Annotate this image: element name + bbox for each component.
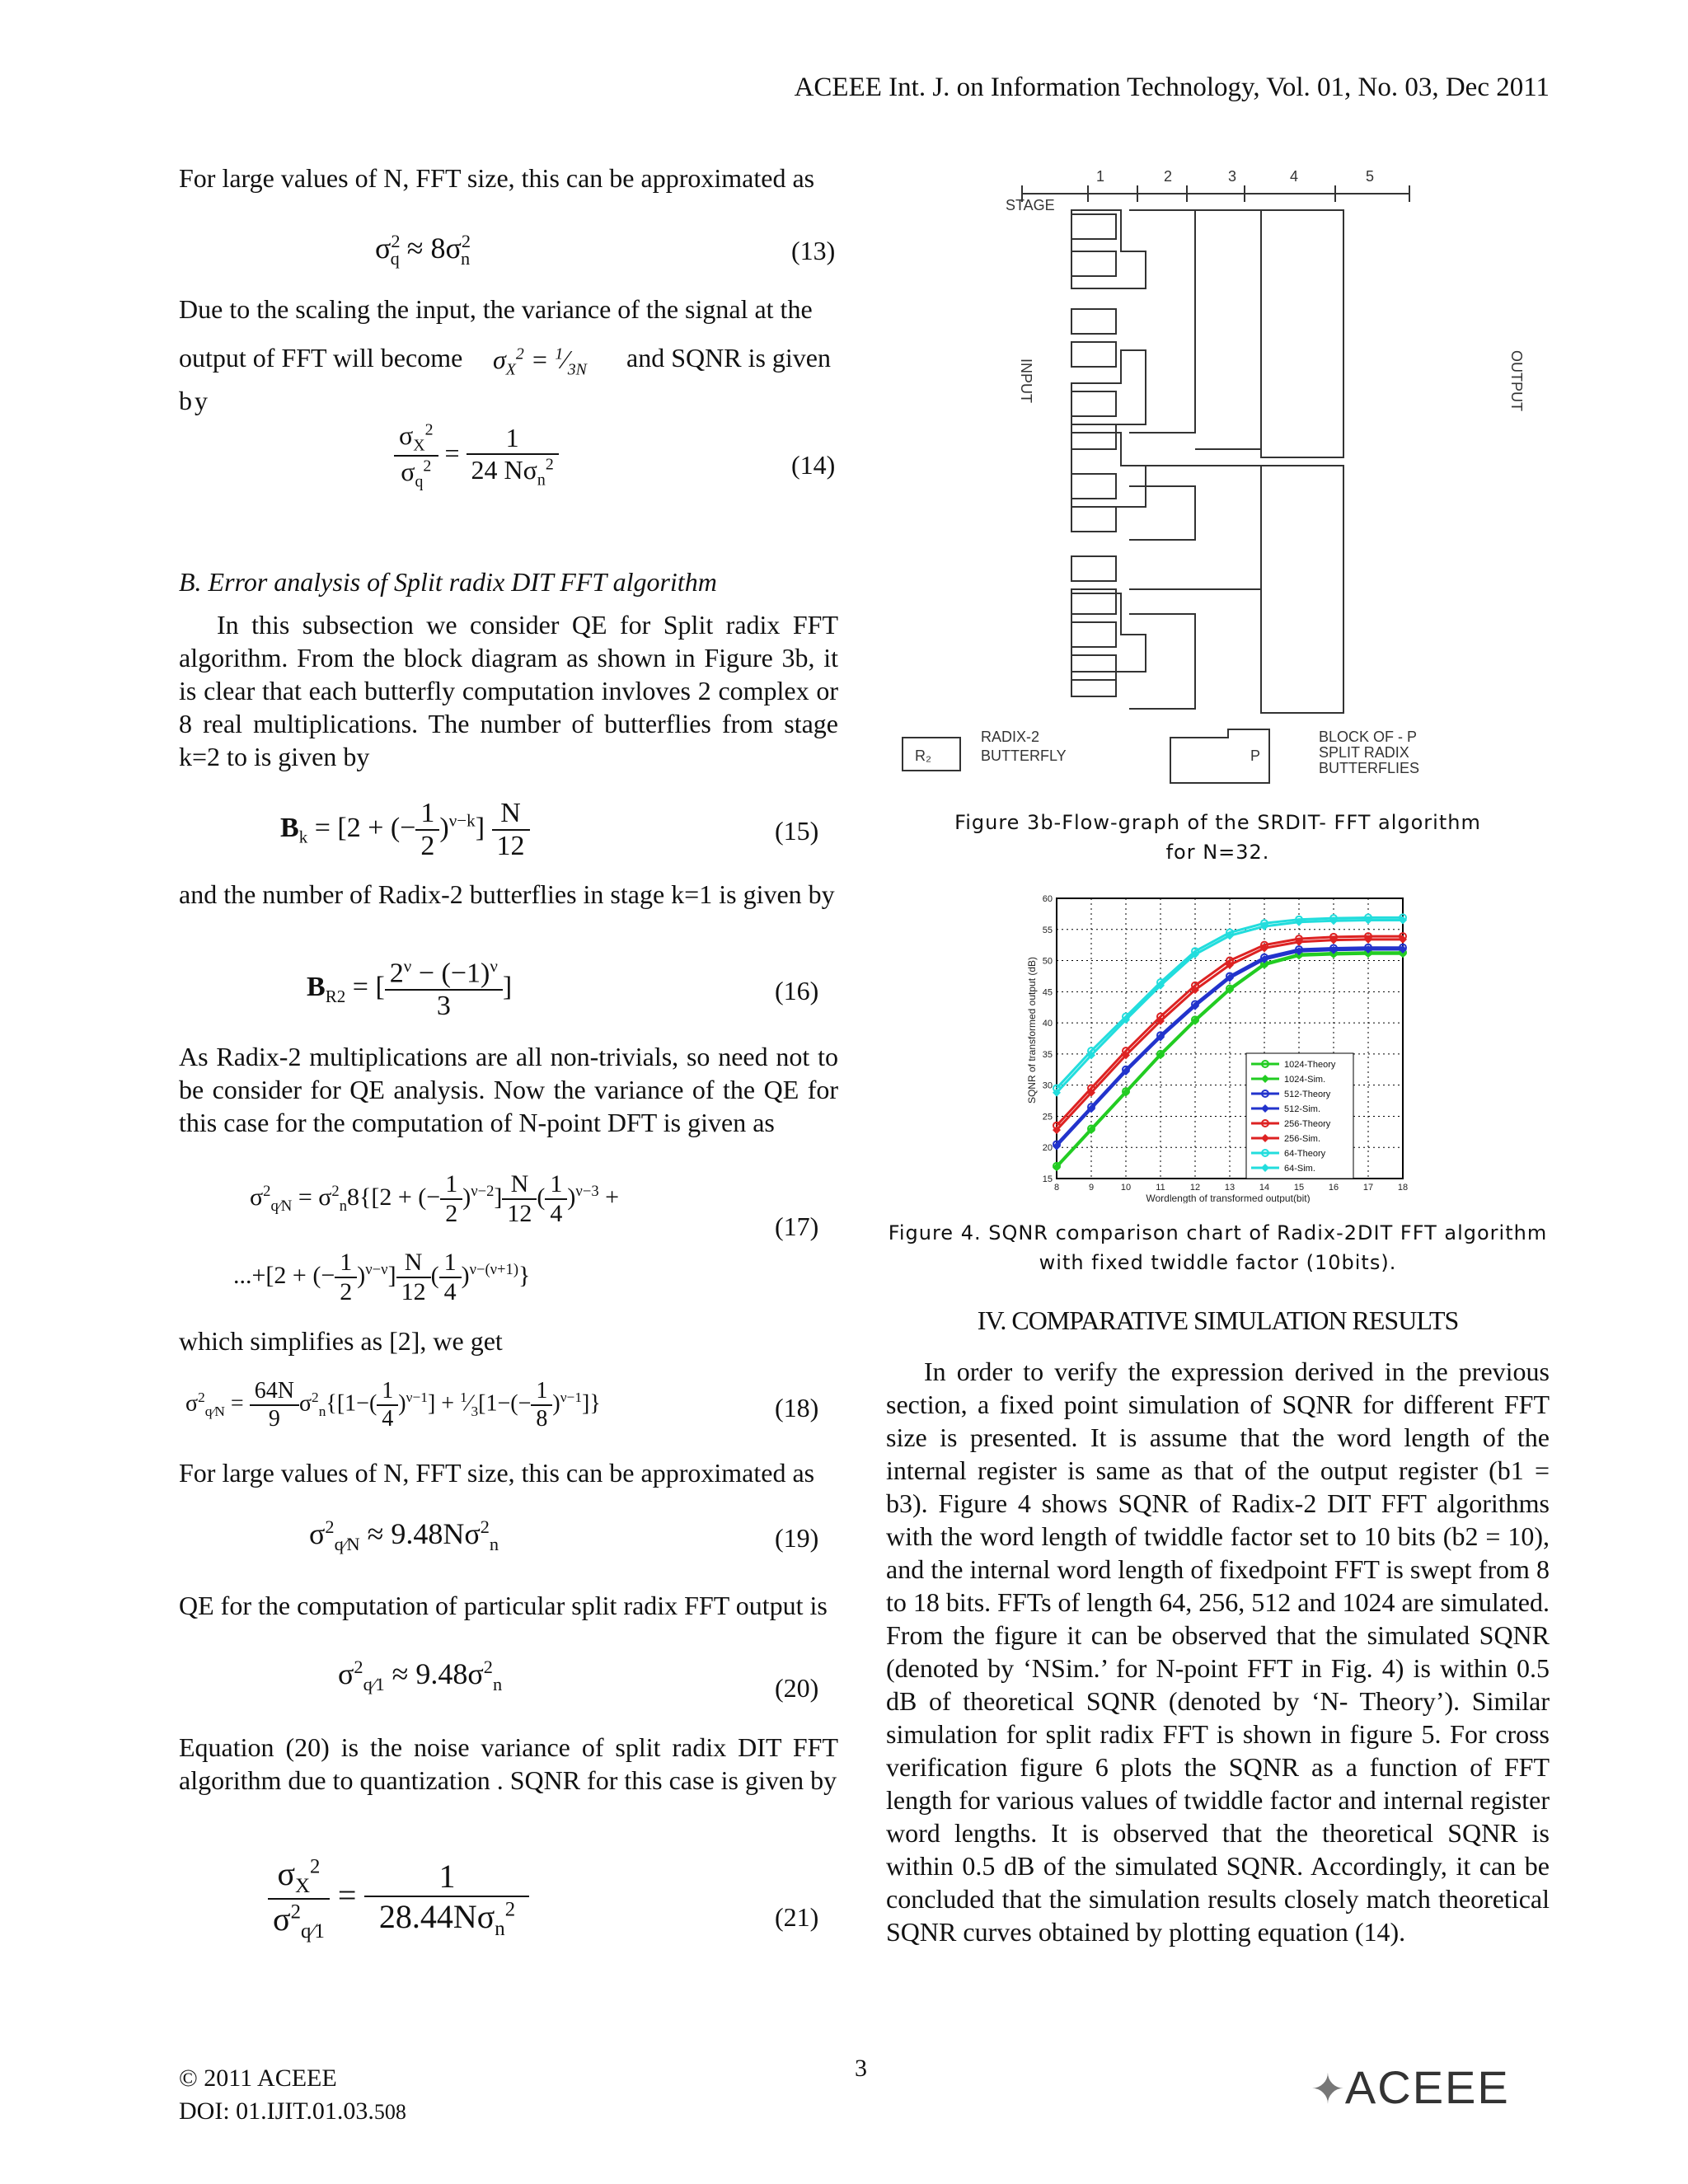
equation-inline: $\sigma_X^2$ = $^1⁄_{3N}$ [493, 344, 587, 379]
radix-label: RADIX-2 [981, 729, 1040, 745]
paragraph: Equation (20) is the noise variance of split radix DIT FFT algorithm due to quantization . SQNR for this case is given by [179, 1732, 838, 1795]
y-tick-label: 30 [1042, 1080, 1053, 1091]
journal-header: ACEEE Int. J. on Information Technology, Vol. 01, No. 03, Dec 2011 [794, 73, 1550, 102]
copyright: © 2011 ACEEE [179, 2064, 337, 2092]
r2-label: R₂ [915, 748, 931, 764]
y-tick-label: 35 [1042, 1049, 1053, 1060]
equation-number: (15) [775, 816, 819, 846]
doi-label: DOI: 01.IJIT.01.03. [179, 2097, 374, 2125]
x-tick-label: 15 [1293, 1183, 1305, 1193]
equation-number: (18) [775, 1393, 819, 1422]
equation-15: $B_k = [2$ + (− $\frac{1}{2}$ )$^{\nu-k}$] $\frac{N}{12}$ [280, 798, 530, 862]
logo-text: ACEEE [1344, 2061, 1510, 2113]
legend-label: 64-Sim. [1284, 1164, 1315, 1174]
equation-number: (21) [775, 1902, 819, 1932]
paragraph: Due to the scaling the input, the variance of the signal at the [179, 294, 813, 324]
y-tick-label: 45 [1042, 987, 1053, 998]
stage-number: 2 [1164, 168, 1173, 185]
figure-3b-flowgraph [898, 161, 1541, 787]
input-label: INPUT [1018, 359, 1034, 403]
caption-line: with fixed twiddle factor (10bits). [1039, 1251, 1397, 1274]
x-tick-label: 18 [1397, 1183, 1409, 1193]
equation-19: $\sigma^2_{q⁄N} \approx 9.48N\sigma^2_n$ [309, 1516, 499, 1555]
page-number: 3 [855, 2055, 867, 2082]
equation-14: $\frac{\sigma_X^2}{\sigma_q^2}$ = $\frac{1}{24 N\sigma_n^2}$ [394, 420, 559, 492]
paragraph: For large values of N, FFT size, this can be approximated as [179, 1458, 815, 1488]
p-label: P [1250, 748, 1261, 764]
y-tick-label: 55 [1042, 925, 1053, 935]
equation-number: (17) [775, 1212, 819, 1241]
paragraph: output of FFT will become [179, 343, 463, 373]
legend-label: 64-Theory [1284, 1149, 1326, 1159]
x-tick-label: 12 [1189, 1183, 1201, 1193]
equation-number: (16) [775, 976, 819, 1005]
y-tick-label: 50 [1042, 956, 1053, 967]
paragraph: by [179, 386, 210, 415]
stage-label: STAGE [1006, 197, 1055, 213]
legend-label: 256-Sim. [1284, 1134, 1321, 1144]
equation-number: (19) [775, 1523, 819, 1553]
equation-17-line1: $\sigma^2_{q⁄N} = \sigma^2_n8\{[2$ + (− $\frac{1}{2}$ )$^{\nu-2}$] $\frac{N}{12}$ ( $\frac{1}{4}$ )$^{\nu-3}$ + [250, 1170, 620, 1227]
paragraph: QE for the computation of particular split radix FFT output is [179, 1591, 828, 1620]
figure-3b-caption [886, 808, 1550, 867]
equation-17-line2: ...+[2 + (− $\frac{1}{2}$ )$^{\nu-\nu}$] $\frac{N}{12}$ ( $\frac{1}{4}$ )$^{\nu-(\nu+1)}$} [233, 1249, 531, 1305]
aceee-logo [1311, 2060, 1510, 2114]
x-tick-label: 13 [1224, 1183, 1236, 1193]
paragraph: In order to verify the expression derived in the previous section, a fixed point simulation of SQNR for different FFT size is presented. It is assume that the word length of the internal register is same as that of the output register (b1 = b3). Figure 4 shows SQNR of Radix-2 DIT FFT algorithms with the word length of twiddle factor set to 10 bits (b2 = 10), and the internal word length of fixedpoint FFT is swept from 8 to 18 bits. FFTs of length 64, 256, 512 and 1024 are simulated. From the figure it can be observed that the simulated SQNR (denoted by ‘NSim.’ for N-point FFT in Fig. 4) is within 0.5 dB of theoretical SQNR (denoted by ‘N- Theory’). Similar simulation for split radix FFT is shown in figure 5. For cross verification figure 6 plots the SQNR as a function of FFT length for various values of twiddle factor and internal register word lengths. It is observed that the theoretical SQNR is within 0.5 dB of the simulated SQNR. Accordingly, it can be concluded that the simulation results closely match theoretical SQNR curves obtained by plotting equation (14). [886, 1357, 1550, 1947]
stage-number: 3 [1228, 168, 1237, 185]
legend-box [1246, 1053, 1353, 1179]
legend-label: 256-Theory [1284, 1119, 1331, 1129]
paragraph: For large values of N, FFT size, this can be approximated as [179, 163, 815, 193]
x-tick-label: 9 [1088, 1183, 1095, 1193]
caption-line: for N=32. [1165, 841, 1270, 864]
figure-4-chart [1022, 890, 1418, 1203]
x-tick-label: 8 [1053, 1183, 1060, 1193]
section-heading: B. Error analysis of Split radix DIT FFT algorithm [179, 567, 717, 597]
doi [179, 2095, 406, 2129]
y-tick-label: 25 [1042, 1112, 1053, 1122]
x-tick-label: 10 [1120, 1183, 1132, 1193]
paragraph: and SQNR is given [626, 343, 831, 373]
stage-number: 1 [1096, 168, 1105, 185]
paragraph: In this subsection we consider QE for Split radix FFT algorithm. From the block diagram as shown in Figure 3b, it is clear that each butterfly computation invloves 2 complex or 8 real multiplications. The number of butterflies from stage k=2 to is given by [179, 610, 838, 771]
output-label: OUTPUT [1508, 350, 1525, 411]
butterfly-label: BUTTERFLY [981, 748, 1067, 764]
legend-label: 512-Theory [1284, 1090, 1331, 1099]
paragraph: and the number of Radix-2 butterflies in stage k=1 is given by [179, 879, 835, 909]
x-tick-label: 11 [1156, 1183, 1165, 1193]
equation-13: $\sigma^2_q \approx 8\sigma^2_n$ [375, 231, 471, 269]
legend-label: 512-Sim. [1284, 1104, 1321, 1114]
doi-number: 508 [373, 2100, 406, 2124]
section-heading: IV. COMPARATIVE SIMULATION RESULTS [977, 1305, 1459, 1335]
equation-number: (14) [791, 450, 836, 480]
equation-20: $\sigma^2_{q⁄1} \approx 9.48\sigma^2_n$ [338, 1657, 503, 1695]
equation-number: (13) [791, 236, 836, 265]
x-tick-label: 14 [1259, 1183, 1270, 1193]
figure-4-caption [886, 1218, 1550, 1277]
y-tick-label: 60 [1042, 894, 1053, 904]
equation-number: (20) [775, 1673, 819, 1703]
equation-18: $\sigma^2_{q⁄N}$ = $\frac{64N}{9}$ $\sigma^2_n\{[1-$( $\frac{1}{4}$ )$^{\nu-1}] + ^1⁄_3[1-(-$ $\frac{1}{8}$ )$^{\nu-1}$]} [185, 1378, 601, 1432]
y-tick-label: 15 [1042, 1174, 1053, 1184]
block-label: BLOCK OF - P [1319, 729, 1418, 745]
caption-line: Figure 4. SQNR comparison chart of Radix-2DIT FFT algorithm [888, 1221, 1548, 1244]
stage-number: 4 [1290, 168, 1299, 185]
legend-label: 1024-Theory [1284, 1060, 1336, 1070]
y-axis-label: SQNR of transformed output (dB) [1026, 956, 1038, 1104]
legend-label: 1024-Sim. [1284, 1075, 1326, 1085]
caption-line: Figure 3b-Flow-graph of the SRDIT- FFT algorithm [954, 811, 1481, 834]
star-icon: ✦ [1311, 2066, 1345, 2112]
x-axis-label: Wordlength of transformed output(bit) [1146, 1193, 1311, 1203]
butterflies-label: BUTTERFLIES [1319, 760, 1420, 776]
equation-21: $\frac{\sigma_X^2}{\sigma^2_{q⁄1}}$ = $\frac{1}{28.44N\sigma_n^2}$ [268, 1854, 529, 1943]
x-tick-label: 17 [1362, 1183, 1374, 1193]
paragraph: which simplifies as [2], we get [179, 1326, 503, 1356]
equation-16: $B_{R2}$ = [ $\frac{2^\nu - (-1)^\nu}{3}$ ] [307, 956, 513, 1022]
paragraph: As Radix-2 multiplications are all non-trivials, so need not to be consider for QE analysis. Now the variance of the QE for this case for the computation of N-point DFT is given as [179, 1042, 838, 1137]
stage-number: 5 [1366, 168, 1375, 185]
split-label: SPLIT RADIX [1319, 744, 1409, 761]
y-tick-label: 20 [1042, 1143, 1053, 1154]
y-tick-label: 40 [1042, 1019, 1053, 1029]
x-tick-label: 16 [1328, 1183, 1339, 1193]
